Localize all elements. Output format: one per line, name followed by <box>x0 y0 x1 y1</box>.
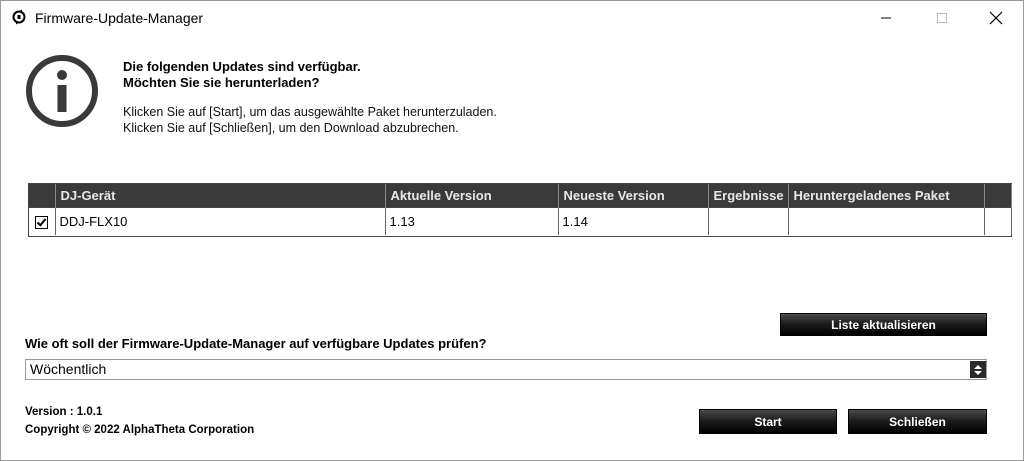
version-label: Version : 1.0.1 <box>25 406 103 418</box>
close-button[interactable]: Schließen <box>848 409 987 434</box>
close-window-button[interactable] <box>973 1 1019 35</box>
window-title: Firmware-Update-Manager <box>35 10 204 26</box>
filler-cell <box>984 208 1011 236</box>
maximize-button[interactable] <box>919 1 965 35</box>
column-header-results[interactable]: Ergebnisse <box>708 184 788 208</box>
package-cell <box>788 208 984 236</box>
column-header-select <box>29 184 55 208</box>
check-frequency-question: Wie oft soll der Firmware-Update-Manager auf verfügbare Updates prüfen? <box>25 336 487 351</box>
instruction-line-1: Klicken Sie auf [Start], um das ausgewählte Paket herunterzuladen. <box>123 105 497 119</box>
instructions <box>123 104 497 136</box>
maximize-icon <box>936 12 948 24</box>
refresh-list-button[interactable]: Liste aktualisieren <box>780 313 987 336</box>
minimize-button[interactable] <box>863 1 909 35</box>
row-select-cell[interactable] <box>29 208 55 236</box>
current-version-cell: 1.13 <box>385 208 558 236</box>
device-cell: DDJ-FLX10 <box>55 208 385 236</box>
close-icon <box>989 11 1003 25</box>
check-frequency-select[interactable] <box>25 359 987 380</box>
copyright-label: Copyright © 2022 AlphaTheta Corporation <box>25 424 255 436</box>
headline-line-1: Die folgenden Updates sind verfügbar. <box>123 59 361 74</box>
result-cell <box>708 208 788 236</box>
refresh-cycle-icon <box>11 9 27 25</box>
headline-line-2: Möchten Sie sie herunterladen? <box>123 75 320 90</box>
column-header-filler <box>984 184 1011 208</box>
instruction-line-2: Klicken Sie auf [Schließen], um den Download abzubrechen. <box>123 121 459 135</box>
check-frequency-value: Wöchentlich <box>30 361 107 377</box>
minimize-icon <box>880 12 892 24</box>
column-header-latest-version[interactable]: Neueste Version <box>558 184 708 208</box>
start-button[interactable]: Start <box>699 409 837 434</box>
column-header-current-version[interactable]: Aktuelle Version <box>385 184 558 208</box>
table-header-row <box>29 184 1011 208</box>
info-icon <box>25 54 99 128</box>
title-bar <box>1 1 1023 35</box>
headline <box>123 59 361 91</box>
table-row[interactable] <box>29 208 1011 236</box>
checkbox-checked-icon[interactable] <box>35 216 48 229</box>
latest-version-cell: 1.14 <box>558 208 708 236</box>
column-header-downloaded-package[interactable]: Heruntergeladenes Paket <box>788 184 984 208</box>
dropdown-arrows-icon[interactable] <box>970 361 986 378</box>
updates-table <box>28 183 1012 237</box>
column-header-device[interactable]: DJ-Gerät <box>55 184 385 208</box>
